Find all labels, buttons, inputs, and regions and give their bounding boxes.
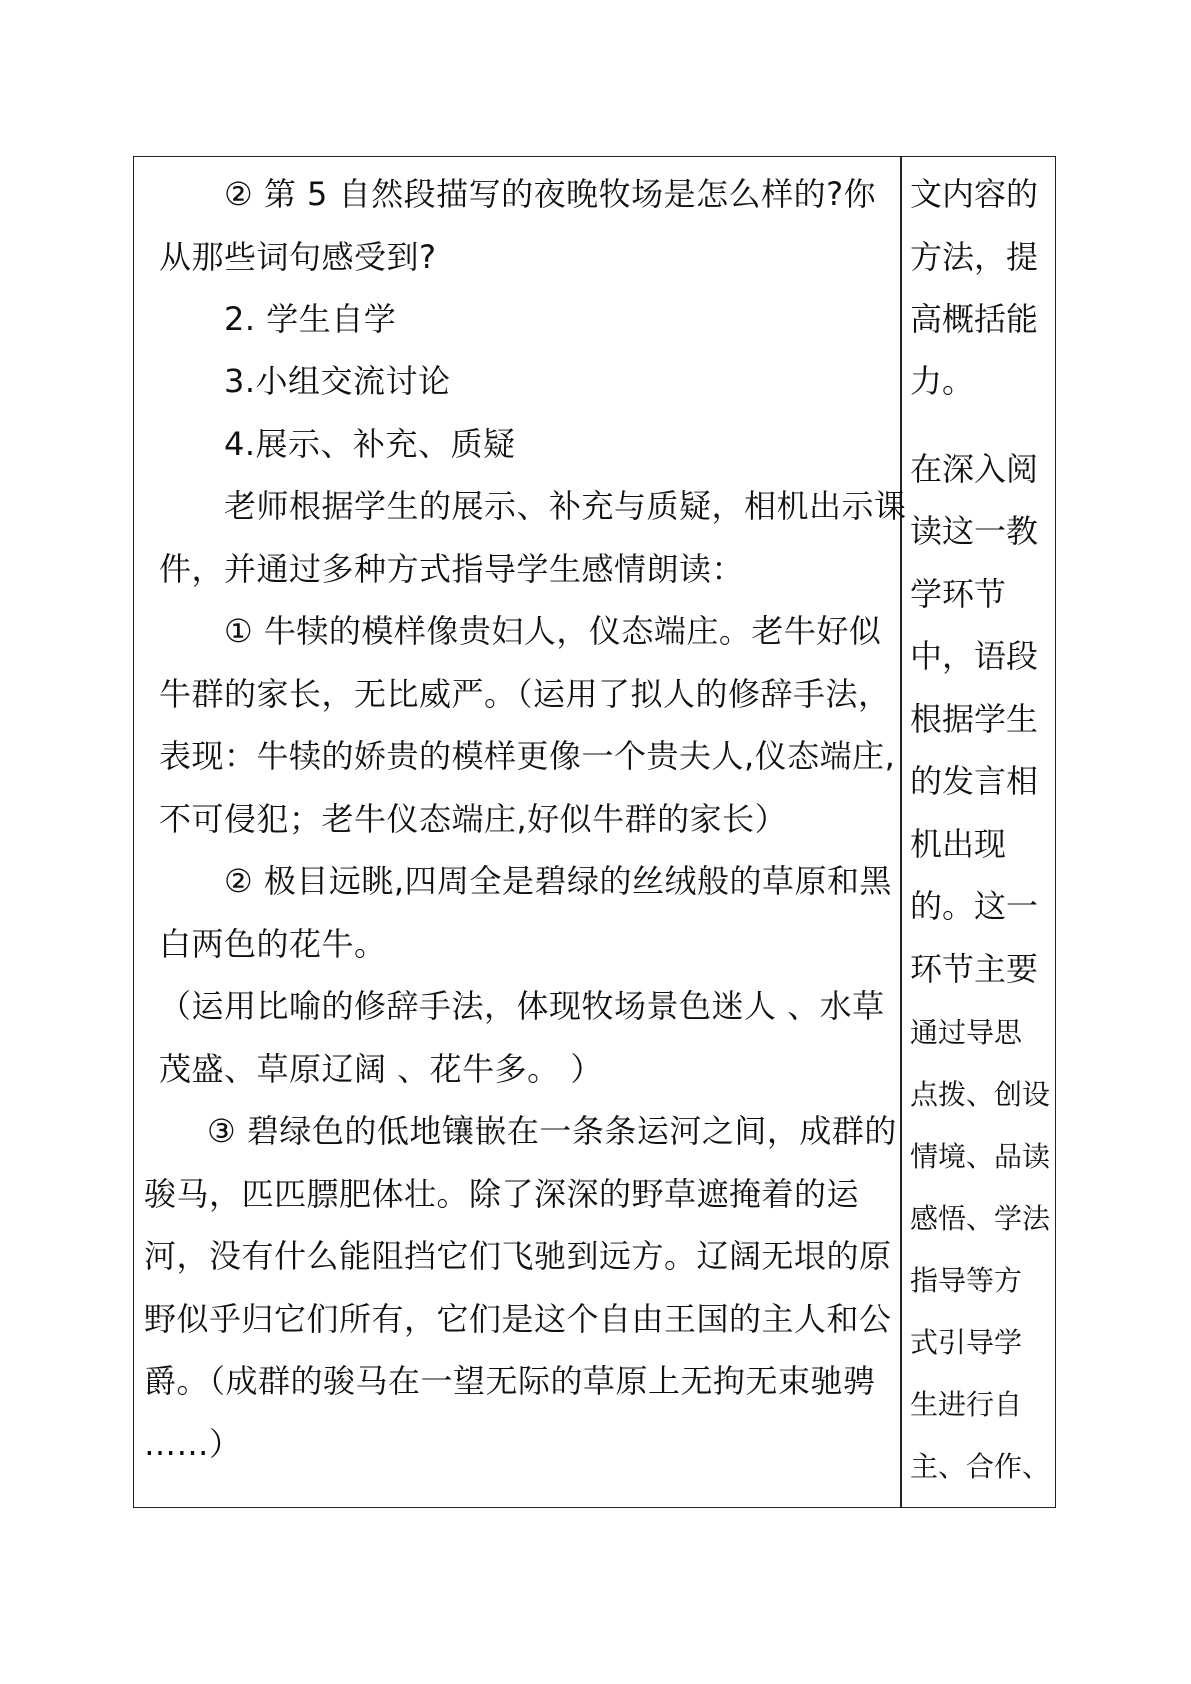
side-note-line: 学环节 bbox=[910, 575, 1007, 613]
side-note-line: 通过导思 bbox=[910, 1016, 1023, 1049]
main-line: 骏马，匹匹膘肥体壮。除了深深的野草遮掩着的运 bbox=[144, 1175, 860, 1213]
column-divider bbox=[900, 157, 902, 1507]
side-note-line: 式引导学 bbox=[910, 1326, 1023, 1359]
side-note-line: 根据学生 bbox=[910, 700, 1039, 738]
main-line: 爵。（成群的骏马在一望无际的草原上无拘无束驰骋 bbox=[144, 1362, 876, 1400]
side-note-line: 机出现 bbox=[910, 825, 1007, 863]
side-note-line: 高概括能 bbox=[910, 300, 1039, 338]
main-line: （运用比喻的修辞手法，体现牧场景色迷人 、水草 bbox=[159, 987, 885, 1025]
side-note-line: 力。 bbox=[910, 362, 975, 400]
main-line: 茂盛、草原辽阔 、花牛多。 ） bbox=[159, 1050, 603, 1088]
main-line: 表现：牛犊的娇贵的模样更像一个贵夫人,仪态端庄, bbox=[159, 737, 896, 775]
side-note-line: 的。这一 bbox=[910, 887, 1039, 925]
main-line: 野似乎归它们所有，它们是这个自由王国的主人和公 bbox=[144, 1300, 892, 1338]
main-line: 不可侵犯；老牛仪态端庄,好似牛群的家长） bbox=[159, 800, 788, 838]
side-note-line: 感悟、学法 bbox=[910, 1202, 1051, 1235]
side-note-line: 方法，提 bbox=[910, 238, 1039, 276]
side-note-line: 指导等方 bbox=[910, 1264, 1023, 1297]
side-note-line: 主、合作、 bbox=[910, 1450, 1051, 1483]
side-note-line: 读这一教 bbox=[910, 512, 1039, 550]
main-line: 老师根据学生的展示、补充与质疑，相机出示课 bbox=[224, 487, 907, 525]
main-line: 3.小组交流讨论 bbox=[224, 362, 451, 400]
main-line: 牛群的家长，无比威严。（运用了拟人的修辞手法， bbox=[159, 675, 891, 713]
main-line: 白两色的花牛。 bbox=[159, 925, 387, 963]
side-note-line: 点拨、创设 bbox=[910, 1078, 1051, 1111]
main-line: 从那些词句感受到? bbox=[159, 238, 437, 276]
side-note-line: 情境、品读 bbox=[910, 1140, 1051, 1173]
main-line: 4.展示、补充、质疑 bbox=[224, 425, 516, 463]
main-line: 件，并通过多种方式指导学生感情朗读： bbox=[159, 550, 745, 588]
side-note-line: 中，语段 bbox=[910, 637, 1039, 675]
main-line: ② 极目远眺,四周全是碧绿的丝绒般的草原和黑 bbox=[224, 862, 893, 900]
main-line: ……） bbox=[144, 1425, 242, 1463]
side-note-line: 生进行自 bbox=[910, 1388, 1023, 1421]
side-note-line: 的发言相 bbox=[910, 762, 1039, 800]
main-line: ② 第 5 自然段描写的夜晚牧场是怎么样的?你 bbox=[224, 175, 877, 213]
side-note-line: 环节主要 bbox=[910, 950, 1039, 988]
side-note-line: 在深入阅 bbox=[910, 450, 1039, 488]
main-line: 河，没有什么能阻挡它们飞驰到远方。辽阔无垠的原 bbox=[144, 1237, 892, 1275]
side-note-line: 文内容的 bbox=[910, 175, 1039, 213]
main-line: 2. 学生自学 bbox=[224, 300, 397, 338]
main-line: ① 牛犊的模样像贵妇人，仪态端庄。老牛好似 bbox=[224, 612, 882, 650]
main-line: ③ 碧绿色的低地镶嵌在一条条运河之间，成群的 bbox=[207, 1112, 897, 1150]
lesson-plan-table bbox=[133, 156, 1056, 1508]
